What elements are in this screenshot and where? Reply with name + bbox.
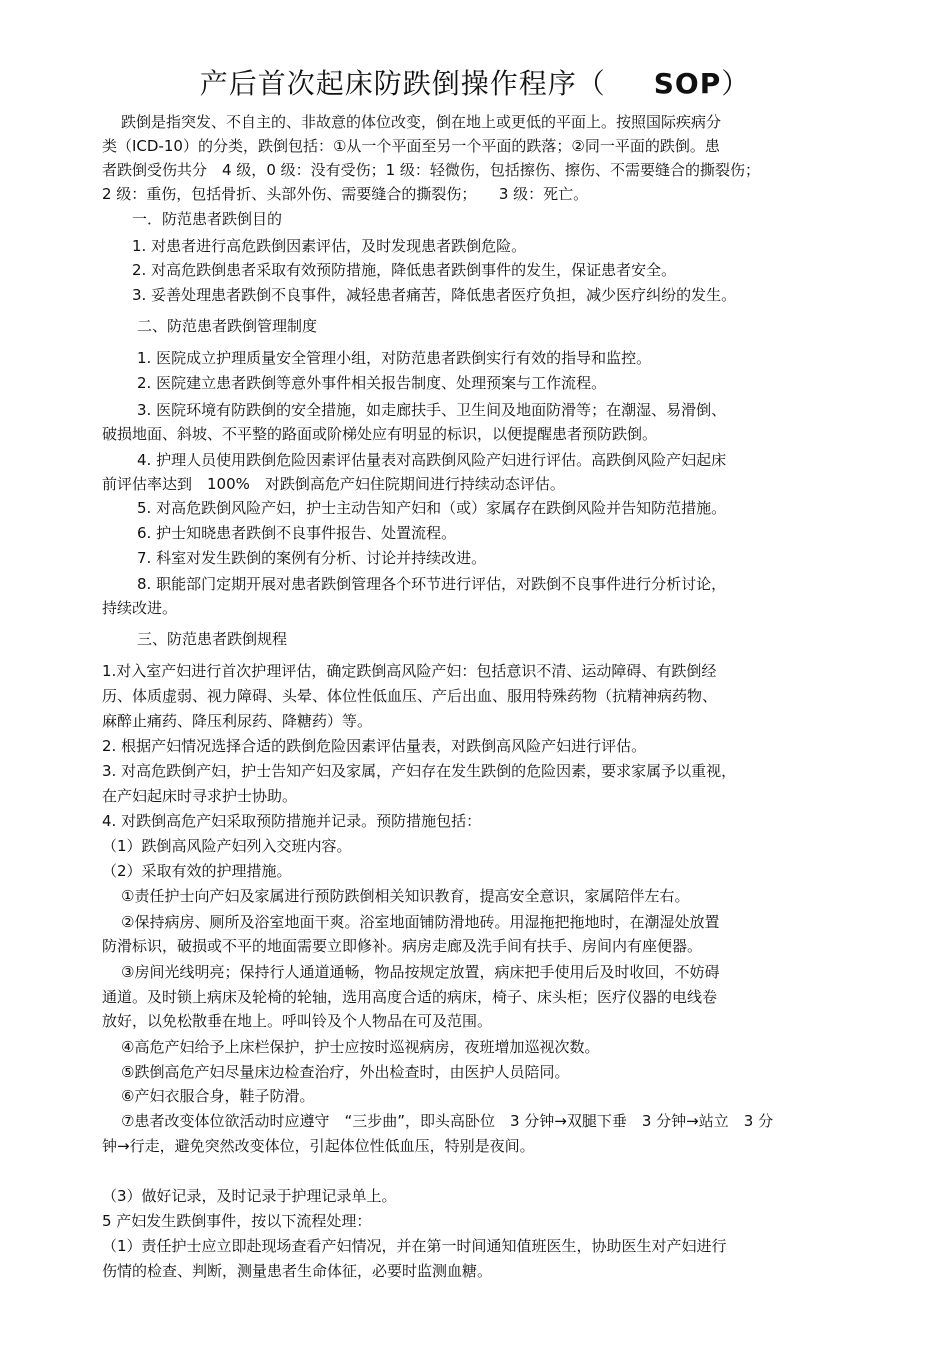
- sub-item: （1）责任护士应立即赴现场查看产妇情况，并在第一时间通知值班医生，协助医生对产妇进行: [102, 1237, 727, 1255]
- list-item: 1. 医院成立护理质量安全管理小组，对防范患者跌倒实行有效的指导和监控。: [137, 349, 652, 367]
- paragraph-line: 2 级：重伤，包括骨折、头部外伤、需要缝合的撕裂伤； 3 级：死亡。: [102, 185, 589, 203]
- paragraph-line: 在产妇起床时寻求护士协助。: [102, 787, 298, 805]
- list-item: 1. 对患者进行高危跌倒因素评估，及时发现患者跌倒危险。: [132, 237, 527, 255]
- paragraph-line: 持续改进。: [102, 599, 178, 617]
- list-item: 5. 对高危跌倒风险产妇，护士主动告知产妇和（或）家属存在跌倒风险并告知防范措施。: [137, 499, 727, 517]
- list-item: 7. 科室对发生跌倒的案例有分析、讨论并持续改进。: [137, 549, 487, 567]
- bullet-item: ④高危产妇给予上床栏保护，护士应按时巡视病房，夜班增加巡视次数。: [121, 1038, 600, 1056]
- bullet-item: ⑦患者改变体位欲活动时应遵守 “三步曲”，即头高卧位 3 分钟→双腿下垂 3 分钟→站立 3 分: [121, 1112, 774, 1130]
- paragraph-line: 伤情的检查、判断，测量患者生命体征，必要时监测血糖。: [102, 1262, 493, 1280]
- list-item: 2. 医院建立患者跌倒等意外事件相关报告制度、处理预案与工作流程。: [137, 374, 607, 392]
- sub-item: （1）跌倒高风险产妇列入交班内容。: [102, 837, 352, 855]
- list-item: 4. 护理人员使用跌倒危险因素评估量表对高跌倒风险产妇进行评估。高跌倒风险产妇起床: [137, 451, 727, 469]
- bullet-item: ③房间光线明亮；保持行人通道通畅，物品按规定放置，病床把手使用后及时收回，不妨碍: [121, 963, 720, 981]
- list-item: 2. 根据产妇情况选择合适的跌倒危险因素评估量表，对跌倒高风险产妇进行评估。: [102, 737, 647, 755]
- paragraph-line: 破损地面、斜坡、不平整的路面或阶梯处应有明显的标识，以便提醒患者预防跌倒。: [102, 425, 658, 443]
- list-item: 1.对入室产妇进行首次护理评估，确定跌倒高风险产妇：包括意识不清、运动障碍、有跌倒经: [102, 662, 717, 680]
- list-item: 6. 护士知晓患者跌倒不良事件报告、处置流程。: [137, 524, 457, 542]
- paragraph-line: 放好，以免松散垂在地上。呼叫铃及个人物品在可及范围。: [102, 1012, 493, 1030]
- paragraph-line: 类（ICD-10）的分类，跌倒包括：①从一个平面至另一个平面的跌落；②同一平面的跌倒。患: [102, 137, 720, 155]
- paragraph-line: 者跌倒受伤共分 4 级，0 级：没有受伤；1 级：轻微伤，包括擦伤、擦伤、不需要缝合的撕裂伤；: [102, 161, 760, 179]
- paragraph-line: 跌倒是指突发、不自主的、非故意的体位改变，倒在地上或更低的平面上。按照国际疾病分: [121, 113, 722, 131]
- paragraph-line: 麻醉止痛药、降压利尿药、降糖药）等。: [102, 712, 373, 730]
- title-code: SOP: [653, 67, 722, 100]
- list-item: 2. 对高危跌倒患者采取有效预防措施，降低患者跌倒事件的发生，保证患者安全。: [132, 261, 677, 279]
- list-item: 8. 职能部门定期开展对患者跌倒管理各个环节进行评估，对跌倒不良事件进行分析讨论，: [137, 575, 727, 593]
- list-item: 3. 对高危跌倒产妇，护士告知产妇及家属，产妇存在发生跌倒的危险因素，要求家属予以重视，: [102, 762, 737, 780]
- bullet-item: ⑥产妇衣服合身，鞋子防滑。: [121, 1087, 315, 1105]
- section-heading: 一．防范患者跌倒目的: [132, 210, 283, 228]
- paragraph-line: 历、体质虚弱、视力障碍、头晕、体位性低血压、产后出血、服用特殊药物（抗精神病药物、: [102, 687, 718, 705]
- section-heading: 三、防范患者跌倒规程: [137, 630, 288, 648]
- paragraph-line: 钟→行走，避免突然改变体位，引起体位性低血压，特别是夜间。: [102, 1137, 535, 1155]
- list-item: 3. 妥善处理患者跌倒不良事件，减轻患者痛苦，降低患者医疗负担，减少医疗纠纷的发生。: [132, 286, 737, 304]
- title-main: 产后首次起床防跌倒操作程序（: [199, 67, 606, 100]
- bullet-item: ②保持病房、厕所及浴室地面干爽。浴室地面铺防滑地砖。用湿拖把拖地时，在潮湿处放置: [121, 913, 720, 931]
- document-title: [0, 64, 950, 104]
- list-item: 4. 对跌倒高危产妇采取预防措施并记录。预防措施包括：: [102, 812, 482, 830]
- list-item: 3. 医院环境有防跌倒的安全措施，如走廊扶手、卫生间及地面防滑等；在潮湿、易滑倒、: [137, 401, 727, 419]
- list-item: 5 产妇发生跌倒事件，按以下流程处理：: [102, 1212, 372, 1230]
- bullet-item: ①责任护士向产妇及家属进行预防跌倒相关知识教育，提高安全意识，家属陪伴左右。: [121, 887, 690, 905]
- paragraph-line: 通道。及时锁上病床及轮椅的轮轴，选用高度合适的病床，椅子、床头柜；医疗仪器的电线卷: [102, 988, 718, 1006]
- title-close: ）: [721, 67, 751, 100]
- bullet-item: ⑤跌倒高危产妇尽量床边检查治疗，外出检查时，由医护人员陪同。: [121, 1063, 570, 1081]
- paragraph-line: 前评估率达到 100% 对跌倒高危产妇住院期间进行持续动态评估。: [102, 475, 565, 493]
- section-heading: 二、防范患者跌倒管理制度: [137, 317, 318, 335]
- paragraph-line: 防滑标识，破损或不平的地面需要立即修补。病房走廊及洗手间有扶手、房间内有座便器。: [102, 937, 703, 955]
- sub-item: （3）做好记录，及时记录于护理记录单上。: [102, 1187, 397, 1205]
- sub-item: （2）采取有效的护理措施。: [102, 862, 292, 880]
